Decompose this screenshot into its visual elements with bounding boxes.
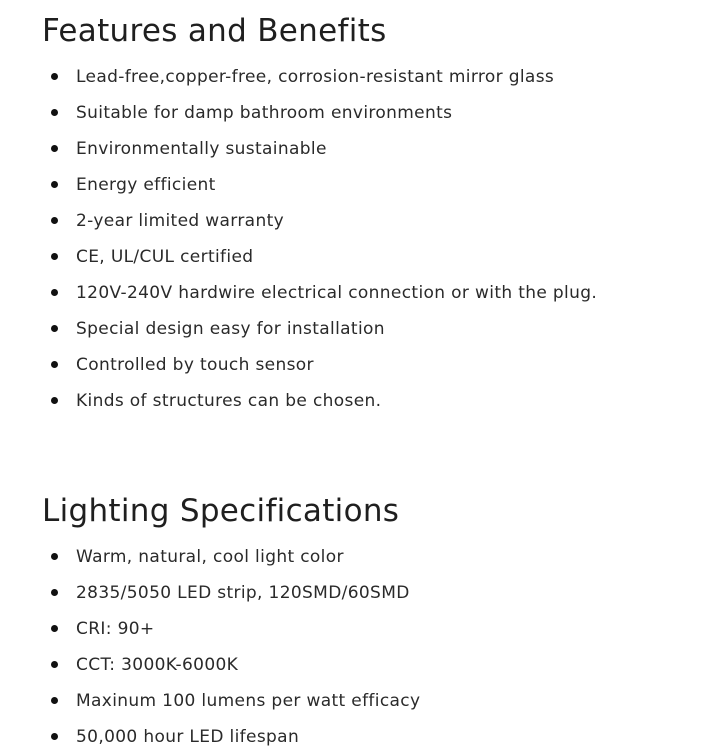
bullet-icon [51,697,58,704]
bullet-icon [51,661,58,668]
bullet-icon [51,109,58,116]
features-item-text: Lead-free,copper-free, corrosion-resistant mirror glass [76,67,555,87]
bullet-icon [51,73,58,80]
features-item-text: Suitable for damp bathroom environments [76,103,453,123]
bullet-icon [51,553,58,560]
bullet-icon [51,253,58,260]
bullet-icon [51,181,58,188]
bullet-icon [51,145,58,152]
lighting-heading: Lighting Specifications [42,493,400,529]
bullet-icon [51,397,58,404]
lighting-item-text: 2835/5050 LED strip, 120SMD/60SMD [76,583,410,603]
bullet-icon [51,733,58,740]
features-item-text: 2-year limited warranty [76,211,284,231]
features-item-text: Controlled by touch sensor [76,355,314,375]
lighting-item-text: CRI: 90+ [76,619,155,639]
lighting-item-text: 50,000 hour LED lifespan [76,727,300,747]
lighting-item-text: Maxinum 100 lumens per watt efficacy [76,691,421,711]
bullet-icon [51,361,58,368]
features-item-text: Special design easy for installation [76,319,385,339]
bullet-icon [51,289,58,296]
features-item-text: Environmentally sustainable [76,139,327,159]
bullet-icon [51,589,58,596]
features-item-text: Energy efficient [76,175,216,195]
bullet-icon [51,217,58,224]
lighting-item-text: Warm, natural, cool light color [76,547,344,567]
features-item-text: Kinds of structures can be chosen. [76,391,382,411]
bullet-icon [51,625,58,632]
features-heading: Features and Benefits [42,13,387,49]
features-item-text: CE, UL/CUL certified [76,247,254,267]
lighting-item-text: CCT: 3000K-6000K [76,655,239,675]
features-item-text: 120V-240V hardwire electrical connection or with the plug. [76,283,598,303]
bullet-icon [51,325,58,332]
